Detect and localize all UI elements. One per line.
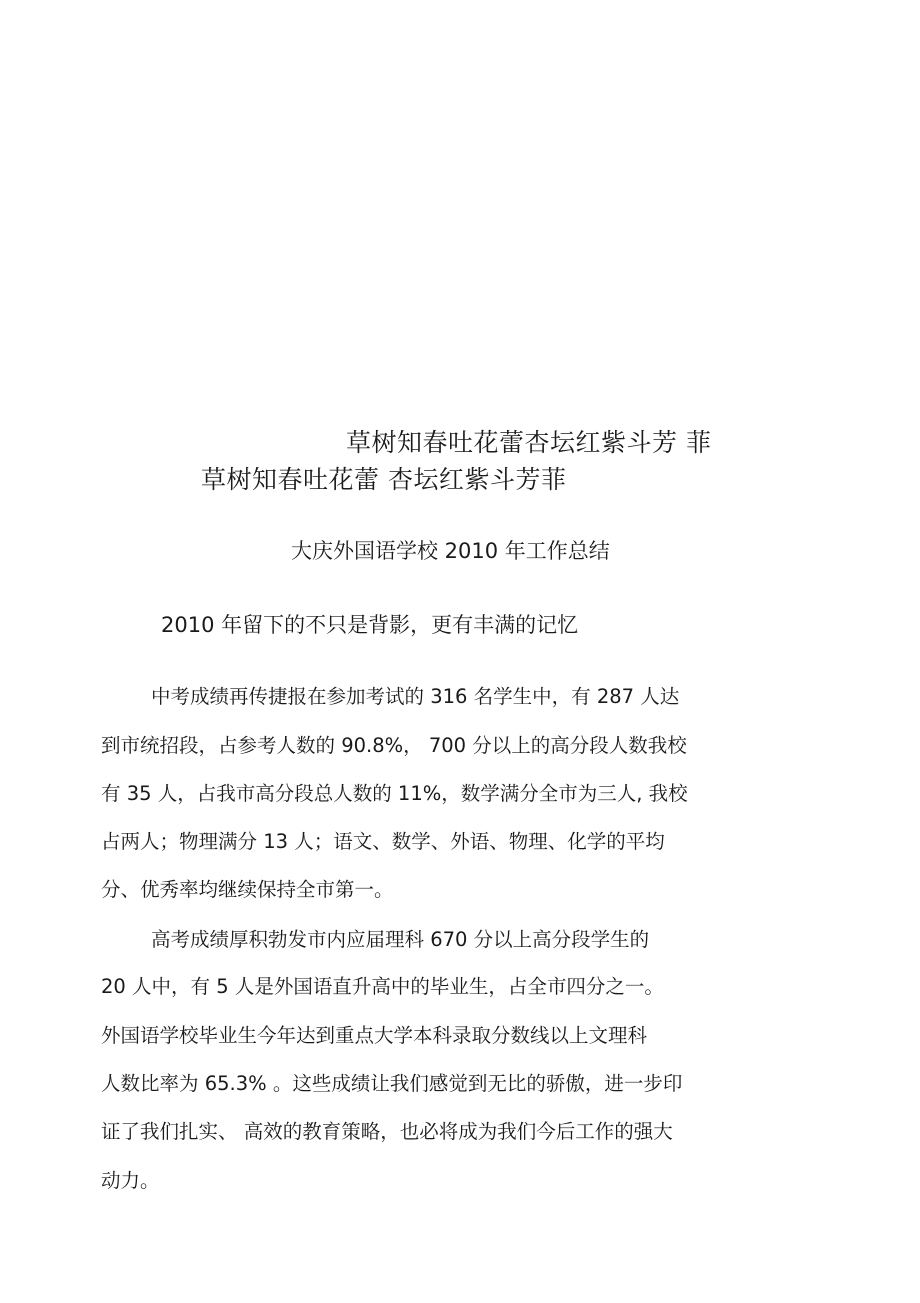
motto-line-1: 草树知春吐花蕾杏坛红紫斗芳 菲	[346, 428, 712, 457]
paragraph-line: 分、优秀率均继续保持全市第一。	[101, 878, 394, 901]
paragraph-line: 人数比率为 65.3% 。这些成绩让我们感觉到无比的骄傲，进一步印	[101, 1072, 683, 1095]
document-title: 大庆外国语学校 2010 年工作总结	[291, 539, 610, 563]
paragraph-line: 证了我们扎实、 高效的教育策略，也必将成为我们今后工作的强大	[101, 1120, 673, 1143]
motto-line-2: 草树知春吐花蕾 杏坛红紫斗芳菲	[201, 465, 567, 494]
document-subtitle: 2010 年留下的不只是背影，更有丰满的记忆	[161, 613, 579, 637]
paragraph-line: 到市统招段，占参考人数的 90.8%， 700 分以上的高分段人数我校	[101, 734, 687, 757]
paragraph-line: 有 35 人，占我市高分段总人数的 11%，数学满分全市为三人, 我校	[101, 782, 688, 805]
paragraph-line: 20 人中，有 5 人是外国语直升高中的毕业生，占全市四分之一。	[101, 975, 664, 998]
paragraph-line: 高考成绩厚积勃发市内应届理科 670 分以上高分段学生的	[151, 928, 650, 951]
paragraph-line: 中考成绩再传捷报在参加考试的 316 名学生中，有 287 人达	[151, 685, 680, 708]
paragraph-line: 占两人；物理满分 13 人；语文、数学、外语、物理、化学的平均	[101, 830, 665, 853]
paragraph-line: 动力。	[101, 1169, 160, 1192]
paragraph-line: 外国语学校毕业生今年达到重点大学本科录取分数线以上文理科	[101, 1024, 648, 1047]
